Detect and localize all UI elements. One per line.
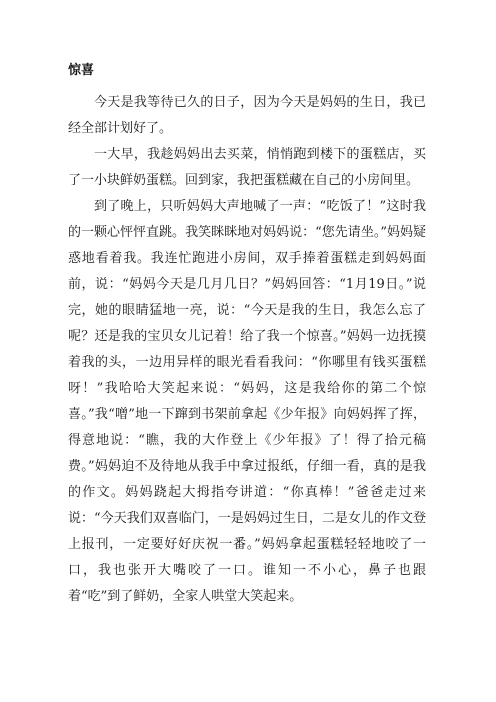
document-title: 惊喜 <box>68 63 95 78</box>
paragraph-3: 到了晚上，只听妈妈大声地喊了一声：“吃饭了！”这时我的一颗心怦怦直跳。我笑眯眯地对妈妈说：“您先请坐。”妈妈疑惑地看着我。我连忙跑进小房间，双手捧着蛋糕走到妈妈面前，说：“妈妈今天是几月几日？”妈妈回答：“1月19日。”说完，她的眼睛猛地一亮，说：“今天是我的生日，我怎么忘了呢？还是我的宝贝女儿记着！给了我一个惊喜。”妈妈一边抚摸着我的头，一边用异样的眼光看看我问：“你哪里有钱买蛋糕呀！”我哈哈大笑起来说：“妈妈，这是我给你的第二个惊喜。”我“噌”地一下蹿到书架前拿起《少年报》向妈妈挥了挥，得意地说：“瞧，我的大作登上《少年报》了！得了拾元稿费。”妈妈迫不及待地从我手中拿过报纸，仔细一看，真的是我的作文。妈妈跷起大拇指夸讲道：“你真棒！”爸爸走过来说：“今天我们双喜临门，一是妈妈过生日，二是女儿的作文登上报刊，一定要好好庆祝一番。”妈妈拿起蛋糕轻轻地咬了一口，我也张开大嘴咬了一口。谁知一不小心，鼻子也跟着“吃”到了鲜奶，全家人哄堂大笑起来。 <box>68 199 426 604</box>
paragraph-1: 今天是我等待已久的日子，因为今天是妈妈的生日，我已经全部计划好了。 <box>68 95 426 136</box>
paragraph-2: 一大早，我趁妈妈出去买菜，悄悄跑到楼下的蛋糕店，买了一小块鲜奶蛋糕。回到家，我把蛋糕藏在自己的小房间里。 <box>68 147 426 188</box>
document-page <box>68 58 426 610</box>
